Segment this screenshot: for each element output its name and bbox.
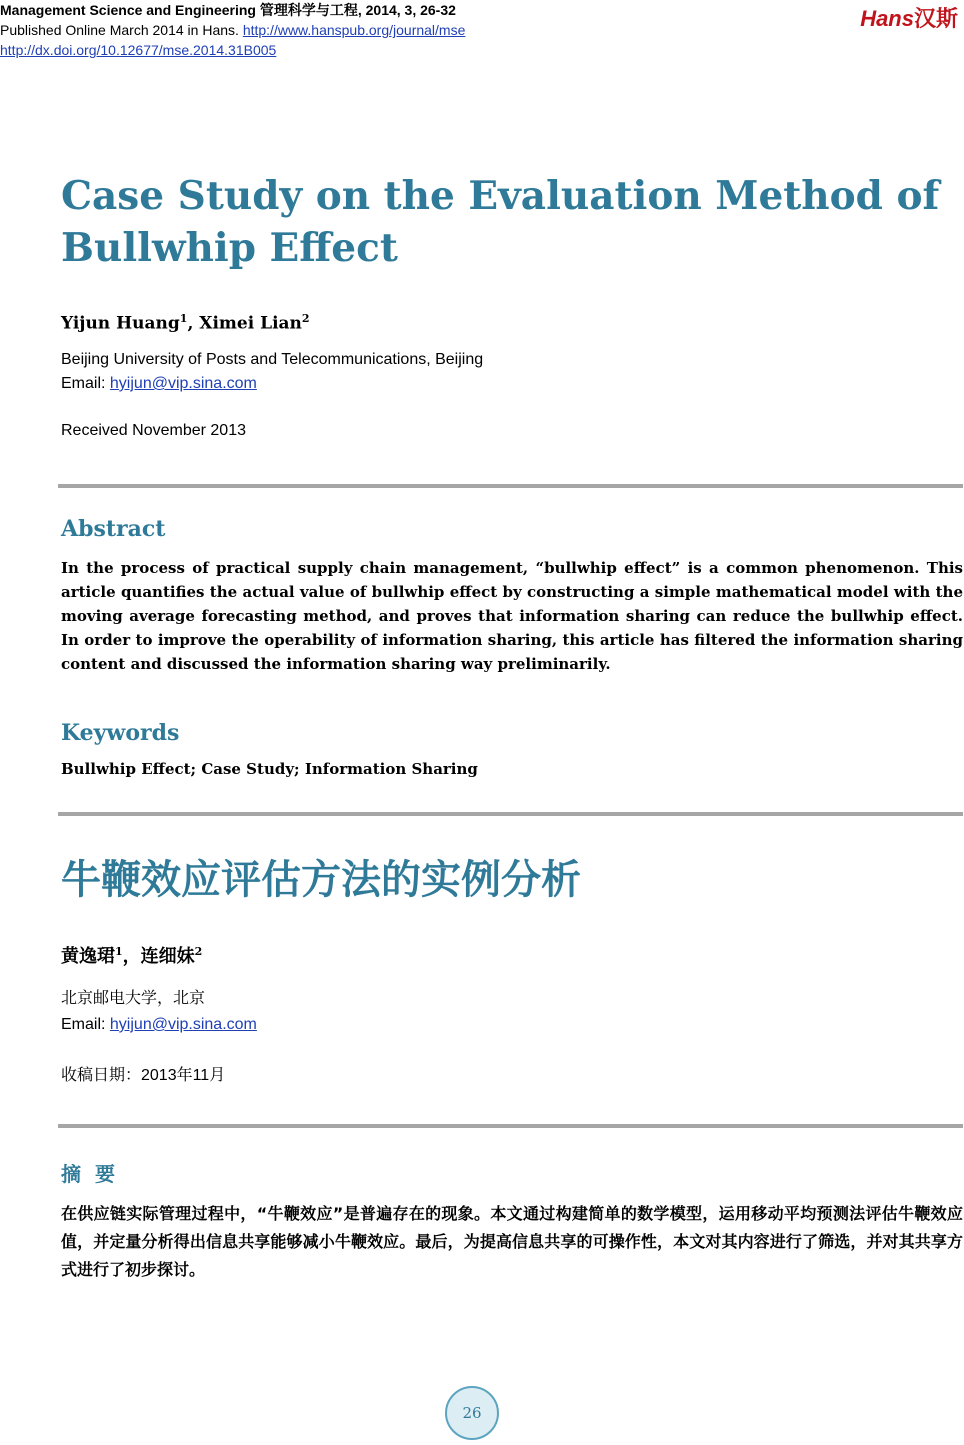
english-received-date: Received November 2013 [61, 422, 246, 439]
chinese-affiliation: 北京邮电大学，北京 [61, 990, 206, 1007]
zh-author-2-affil-mark: 2 [194, 945, 203, 958]
keywords-text: Bullwhip Effect; Case Study; Information Sharing [61, 760, 478, 778]
hans-logo [860, 2, 958, 33]
zh-author-1-name: 黄逸珺 [61, 946, 115, 967]
divider-bottom [58, 1124, 963, 1128]
journal-citation: Management Science and Engineering 管理科学与工程, 2014, 3, 26-32 [0, 2, 456, 18]
chinese-abstract-text: 在供应链实际管理过程中，“牛鞭效应”是普遍存在的现象。本文通过构建简单的数学模型，运用移动平均预测法评估牛鞭效应值，并定量分析得出信息共享能够减小牛鞭效应。最后，为提高信息共享的可操作性，本文对其内容进行了筛选，并对其共享方式进行了初步探讨。 [61, 1204, 963, 1279]
chinese-title: 牛鞭效应评估方法的实例分析 [61, 857, 581, 903]
zh-author-separator: ， [122, 946, 141, 967]
abstract-heading: Abstract [61, 516, 166, 542]
english-affiliation: Beijing University of Posts and Telecommunications, Beijing [61, 351, 484, 368]
logo-latin: Hans [860, 6, 914, 31]
email-label: Email: [61, 375, 110, 392]
chinese-abstract-heading: 摘要 [61, 1162, 129, 1186]
author-2-affil-mark: 2 [301, 312, 310, 325]
author-separator: , [187, 313, 200, 334]
chinese-received-date: 收稿日期：2013年11月 [61, 1067, 226, 1084]
page-number: 26 [462, 1404, 482, 1422]
author-1-name: Yijun Huang [61, 313, 180, 334]
published-line [0, 20, 465, 40]
divider-top [58, 484, 963, 488]
journal-url-link[interactable]: http://www.hanspub.org/journal/mse [242, 22, 466, 38]
zh-email-label: Email: [61, 1016, 110, 1033]
zh-author-1-affil-mark: 1 [115, 945, 123, 958]
doi-link[interactable]: http://dx.doi.org/10.12677/mse.2014.31B005 [0, 42, 277, 58]
published-text: Published Online March 2014 in Hans. [0, 22, 243, 38]
divider-middle [58, 812, 963, 816]
author-1-affil-mark: 1 [179, 312, 188, 325]
abstract-text: In the process of practical supply chain management, “bullwhip effect” is a common phenomenon. This article quantifies the actual value of bullwhip effect by constructing a simple mathematical model with the moving average forecasting method, and proves that information sharing can reduce the bullwhip effect. In order to improve the operability of information sharing, this article has filtered the information sharing content and discussed the information sharing way preliminarily. [61, 559, 963, 673]
english-email-link[interactable]: hyijun@vip.sina.com [109, 375, 257, 392]
keywords-heading: Keywords [61, 720, 180, 746]
chinese-authors [61, 942, 202, 968]
chinese-email-link[interactable]: hyijun@vip.sina.com [109, 1016, 257, 1033]
english-affiliation-block [61, 348, 483, 396]
author-2-name: Ximei Lian [199, 313, 302, 334]
english-authors [61, 312, 310, 334]
page-number-badge [445, 1386, 499, 1440]
journal-header [0, 0, 465, 60]
zh-author-2-name: 连细妹 [140, 946, 195, 967]
english-title: Case Study on the Evaluation Method of Bullwhip Effect [61, 173, 940, 271]
logo-cjk: 汉斯 [913, 6, 958, 31]
chinese-affiliation-block [61, 986, 257, 1038]
